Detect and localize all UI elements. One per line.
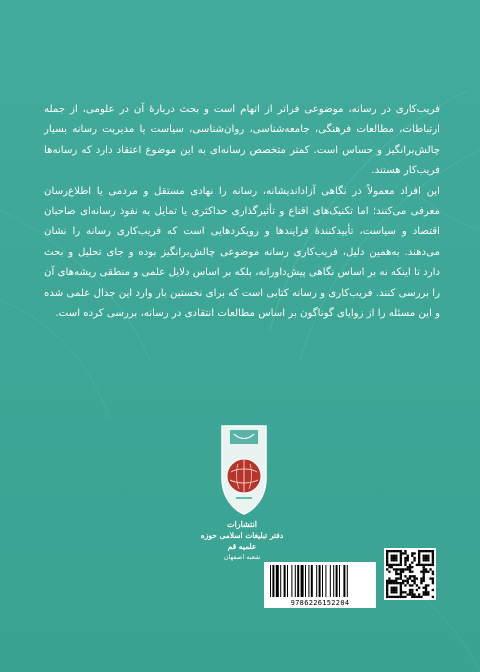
publisher-label: انتشارات bbox=[226, 519, 258, 529]
isbn-number: 9786226152204 bbox=[290, 599, 350, 607]
publisher-imprint bbox=[196, 518, 288, 562]
barcode-bars bbox=[270, 565, 370, 597]
isbn-barcode bbox=[264, 562, 376, 608]
back-cover-description bbox=[44, 100, 440, 324]
description-paragraph-1: فریب‌کاری در رسانه، موضوعی فراتر از اتهام است و بحث دربارهٔ آن در علومی، از جمله ارتباطات، مطالعات فرهنگی، جامعه‌شناسی، روان‌شناسی، سیاست یا مدیریت رسانه بسیار چالش‌برانگیز و حساس است. کمتر متخصص رسانه‌ای به این موضوع اعتقاد دارد که رسانه‌ها فریب‌کار هستند. bbox=[44, 104, 440, 177]
publisher-name: دفتر تبلیغات اسلامی حوزه علمیه قم bbox=[200, 531, 284, 551]
publisher-emblem-icon bbox=[212, 418, 276, 518]
qr-code bbox=[384, 548, 436, 600]
description-paragraph-2: این افراد معمولاً در نگاهی آزاداندیشانه، رسانه را نهادی مستقل و مردمی یا اطلاع‌رسان معرفی می‌کنند؛ اما تکنیک‌های اقناع و تأثیرگذاری حداکثری یا تمایل به نفوذ رسانه‌ای صاحبان اقتصاد و سیاست، تأییدکنندهٔ فرایندها و رویکردهایی است که فریب‌کاری رسانه را نشان می‌دهند. به‌همین دلیل، فریب‌کاری رسانه موضوعی چالش‌برانگیز بوده و جای تحلیل و بحث دارد تا اینکه نه بر اساس نگاهی پیش‌داورانه، بلکه بر اساس دلایل علمی و منطقی ریشه‌های آن را بررسی کنند. فریب‌کاری و رسانه کتابی است که برای نخستین بار وارد این جدال علمی شده و این مسئله را از زوایای گوناگون بر اساس مطالعات انتقادی در رسانه، بررسی کرده است. bbox=[44, 185, 440, 320]
publisher-branch: شعبه اصفهان bbox=[223, 553, 261, 561]
